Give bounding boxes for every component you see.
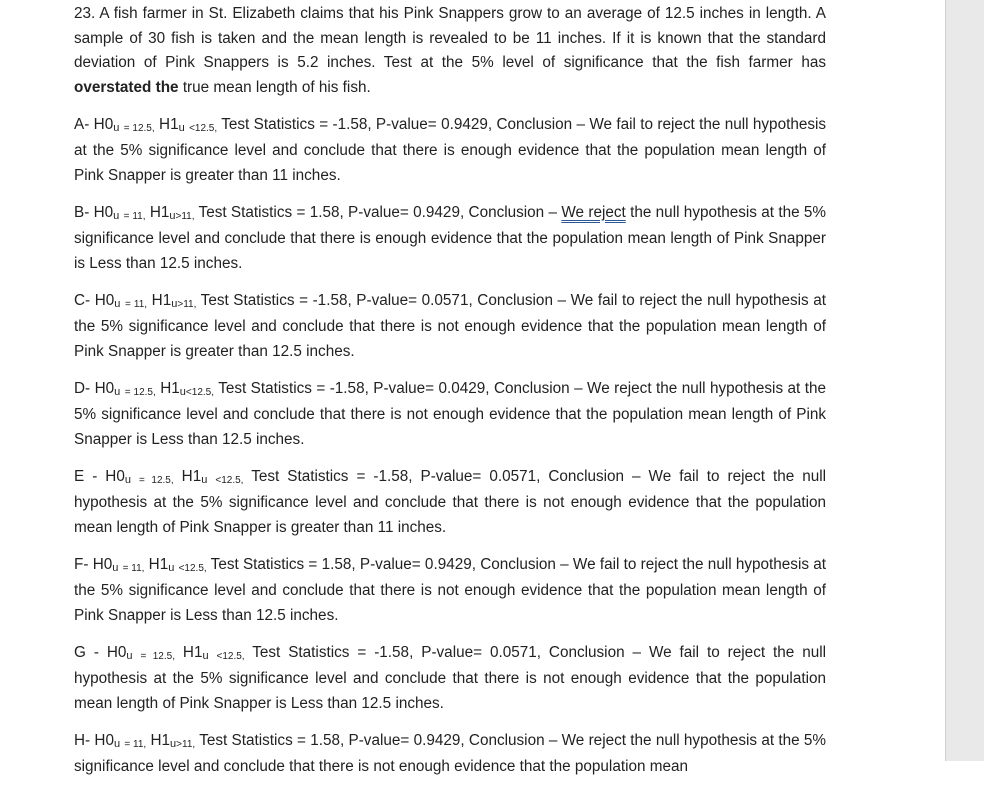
h0-value: = 11, <box>122 562 145 574</box>
option-d <box>74 377 826 453</box>
question-paragraph <box>74 2 826 100</box>
h1-value: <12.5, <box>189 122 218 134</box>
option-text: Test Statistics = -1.58, P-value= 0.0429, Conclusion – We reject the null hypothesis at the 5% significance level and conclude that there is not enough evidence that the population mean length of Pink Snapper is Less than 12.5 inches. <box>74 379 827 448</box>
h1-value: <12.5, <box>185 386 215 398</box>
h1-label: H1 <box>151 291 172 309</box>
option-b <box>74 201 826 277</box>
option-text: Test Statistics = -1.58, P-value= 0.0571, Conclusion – We fail to reject the null hypothesis at the 5% significance level and conclude that there is not enough evidence that the population mean length of Pink Snapper is Less than 12.5 inches. <box>74 643 827 712</box>
mu-symbol: u <box>126 649 133 662</box>
option-text: Test Statistics = 1.58, P-value= 0.9429, Conclusion – <box>198 203 558 221</box>
option-label: C- H0 <box>74 291 115 309</box>
mu-symbol: u <box>114 385 121 398</box>
h1-value: <12.5, <box>215 474 244 486</box>
option-label: G - H0 <box>74 643 127 661</box>
option-h <box>74 729 826 780</box>
h1-value: >11, <box>176 738 196 750</box>
option-label: H- H0 <box>74 731 114 749</box>
mu-symbol: u <box>171 297 178 310</box>
option-label: E - H0 <box>74 467 125 485</box>
option-label: B- H0 <box>74 203 114 221</box>
document-body <box>74 2 826 792</box>
h0-value: = 12.5, <box>124 386 156 398</box>
grammar-underlined-text[interactable]: We reject <box>561 203 626 221</box>
option-g <box>74 641 826 717</box>
mu-symbol: u <box>113 209 120 222</box>
h0-value: = 11, <box>124 738 147 750</box>
h1-label: H1 <box>150 731 171 749</box>
window-scroll-gutter[interactable] <box>945 0 984 761</box>
h1-value: >11, <box>177 298 197 310</box>
option-f <box>74 553 826 629</box>
option-text: Test Statistics = -1.58, P-value= 0.0571, Conclusion – We fail to reject the null hypothesis at the 5% significance level and conclude that there is not enough evidence that the population mean length of Pink Snapper is greater than 12.5 inches. <box>74 291 826 360</box>
mu-symbol: u <box>114 297 121 310</box>
option-text: Test Statistics = -1.58, P-value= 0.9429, Conclusion – We fail to reject the null hypothesis at the 5% significance level and conclude that there is enough evidence that the population mean length of Pink Snapper is greater than 11 inches. <box>74 115 827 184</box>
mu-symbol: u <box>169 209 176 222</box>
mu-symbol: u <box>178 121 185 134</box>
option-text-end: the null hypothesis at the 5% significance level and conclude that there is enough evidence that the population mean length of Pink Snapper is Less than 12.5 inches. <box>74 203 827 272</box>
question-text: A fish farmer in St. Elizabeth claims that his Pink Snappers grow to an average of 12.5 inches in length. A sample of 30 fish is taken and the mean length is revealed to be 11 inches. If it is known that the standard deviation of Pink Snappers is 5.2 inches. Test at the 5% level of significance that the fish farmer has <box>74 5 826 71</box>
mu-symbol: u <box>202 649 209 662</box>
h0-value: = 12.5, <box>123 122 155 134</box>
option-a <box>74 113 826 189</box>
option-label: A- H0 <box>74 115 114 133</box>
h1-label: H1 <box>149 203 170 221</box>
question-bold-text: overstated the <box>74 78 179 96</box>
mu-symbol: u <box>124 473 131 486</box>
option-label: F- H0 <box>74 555 113 573</box>
option-e <box>74 465 826 541</box>
mu-symbol: u <box>170 737 177 750</box>
h1-label: H1 <box>159 115 179 133</box>
h1-label: H1 <box>182 643 203 661</box>
option-text: Test Statistics = 1.58, P-value= 0.9429, Conclusion – We reject the null hypothesis at the 5% significance level and conclude that there is not enough evidence that the population mean <box>74 731 827 775</box>
mu-symbol: u <box>179 385 186 398</box>
mu-symbol: u <box>113 121 120 134</box>
h0-value: = 11, <box>123 210 146 222</box>
question-number: 23. <box>74 5 96 22</box>
h1-value: >11, <box>175 210 195 222</box>
mu-symbol: u <box>113 737 121 750</box>
h1-label: H1 <box>181 467 202 485</box>
option-text: Test Statistics = 1.58, P-value= 0.9429, Conclusion – We fail to reject the null hypothesis at the 5% significance level and conclude that there is not enough evidence that the population mean length of Pink Snapper is Less than 12.5 inches. <box>74 555 827 624</box>
option-text: Test Statistics = -1.58, P-value= 0.0571, Conclusion – We fail to reject the null hypothesis at the 5% significance level and conclude that there is not enough evidence that the population mean length of Pink Snapper is greater than 11 inches. <box>74 467 827 536</box>
h1-value: <12.5, <box>178 562 207 574</box>
h0-value: = 12.5, <box>139 474 174 486</box>
mu-symbol: u <box>201 473 208 486</box>
h0-value: = 12.5, <box>140 650 175 662</box>
option-label: D- H0 <box>74 379 115 397</box>
question-text-end: true mean length of his fish. <box>182 78 371 96</box>
h0-value: = 11, <box>124 298 148 310</box>
mu-symbol: u <box>168 561 175 574</box>
option-c <box>74 289 826 365</box>
h1-label: H1 <box>148 555 169 573</box>
mu-symbol: u <box>112 561 119 574</box>
h1-value: <12.5, <box>216 650 245 662</box>
h1-label: H1 <box>160 379 180 397</box>
